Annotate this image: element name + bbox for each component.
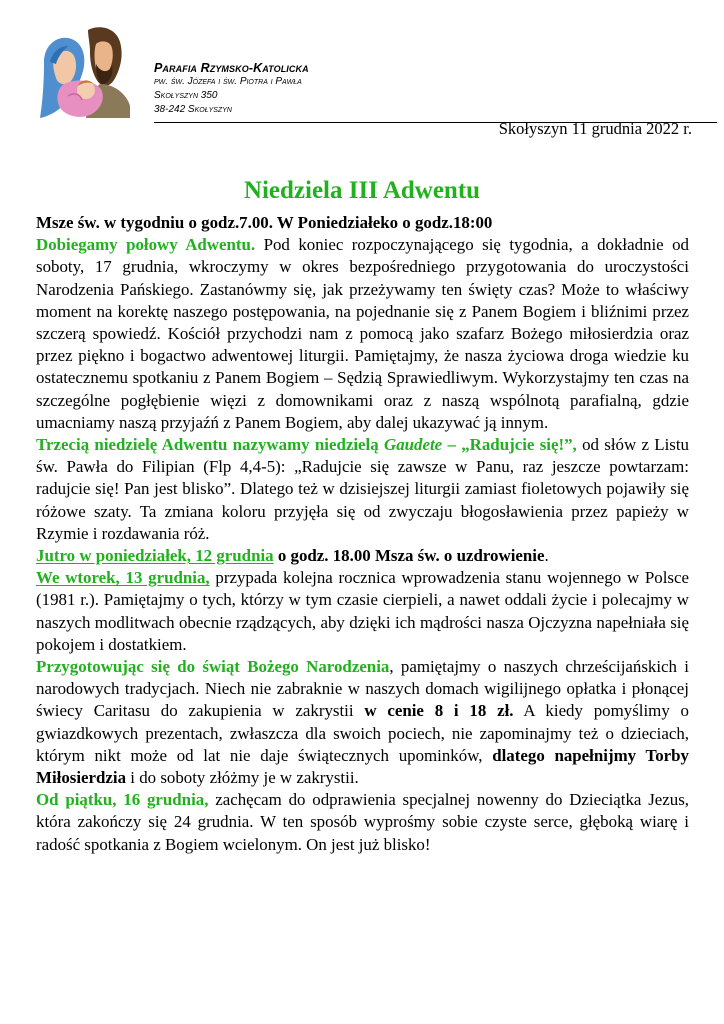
parish-street: Skołyszyn 350: [154, 90, 218, 101]
paragraph-lead: Trzecią niedzielę Adwentu nazywamy niedzielą: [36, 435, 384, 455]
paragraph-lead-end: – „Radujcie się!”,: [442, 435, 577, 455]
paragraph-novena: [36, 789, 689, 856]
paragraph-bold-text: o godz. 18.00 Msza św. o uzdrowienie: [273, 546, 545, 566]
gaudete-word: Gaudete: [384, 435, 443, 455]
parish-postcode: 38-242 Skołyszyn: [154, 104, 232, 115]
paragraph-text: , pamiętajmy o naszych chrześcijańskich i narodowych tradycjach. Niech nie zabraknie w naszych domach wigilijnego opłatka i płonącej świecy Caritasu do zakupienia w zakrystii: [36, 657, 689, 721]
paragraph-text-3: i do soboty złóżmy je w zakrystii.: [126, 768, 359, 788]
paragraph-lead: Od piątku, 16 grudnia,: [36, 790, 209, 810]
paragraph-text: Pod koniec rozpoczynającego się tygodnia, a dokładnie od soboty, 17 grudnia, wkroczymy w okres bezpośredniego przygotowania do uroczystości Narodzenia Pańskiego. Zastanówmy się, jak przeżywamy ten święty czas? Może to właściwy moment na korektę naszego postępowania, na pojednanie się z Panem Bogiem i bliźnimi przez szczerą spowiedź. Kościół przychodzi nam z pomocą jako szafarz Bożego miłosierdzia oraz przez piękno i bogactwo adwentowej liturgii. Pamiętajmy, że nasza życiowa droga wiedzie ku ostatecznemu spotkaniu z Panem Bogiem – Sędzią Sprawiedliwym. Wykorzystajmy ten czas na szczególne pogłębienie więzi z domownikami oraz z naszą wspólnotą parafialną, gdzie umacniamy naszą przyjaźń z Panem Bogiem, aby dalej ukazywać ją innym.: [36, 235, 690, 432]
mass-times: Msze św. w tygodniu o godz.7.00. W Poniedziałeko o godz.18:00: [36, 213, 493, 232]
paragraph-text: od słów z Listu św. Pawła do Filipian (Flp 4,4-5): „Radujcie się zawsze w Panu, raz jeszcze powtarzam: radujcie się! Pan jest blisko”. Dlatego też w dzisiejszej liturgii zamiast fioletowych pojawiły się różowe szaty. Ta zmiana koloru przyjęła się od zwyczaju błogosławienia przez papieży w Rzymie i rozdawania róż.: [36, 435, 689, 543]
holy-family-logo-icon: [30, 22, 140, 120]
announcements: [36, 212, 689, 856]
paragraph-text: przypada kolejna rocznica wprowadzenia stanu wojennego w Polsce (1981 r.). Pamiętajmy o tych, którzy w tym czasie cierpieli, a nawet oddali życie i polecajmy w naszych modlitwach obecnie rządzących, aby dzięki ich mądrości nasza Ojczyzna napełniała się pokojem i dostatkiem.: [36, 568, 689, 654]
paragraph-lead: Dobiegamy połowy Adwentu.: [36, 235, 256, 255]
price-text: w cenie 8 i 18 zł.: [364, 701, 514, 721]
paragraph-advent-half: [36, 234, 689, 434]
paragraph-text: zachęcam do odprawienia specjalnej nowenny do Dzieciątka Jezus, która zakończy się 24 grudnia. W ten sposób wyprośmy sobie czyste serce, głęboką wiarę i radość spotkania z Bogiem wcielonym. On jest już blisko!: [36, 790, 689, 854]
paragraph-gaudete: [36, 434, 689, 545]
page-title: Niedziela III Adwentu: [243, 177, 481, 204]
paragraph-lead: We wtorek, 13 grudnia,: [36, 568, 210, 588]
letterhead: [30, 22, 694, 130]
parish-address: [154, 61, 309, 117]
paragraph-lead: Przygotowując się do świąt Bożego Narodzenia: [36, 657, 390, 677]
paragraph-text: .: [544, 546, 549, 566]
paragraph-monday-mass: [36, 545, 689, 567]
letter-date: Skołyszyn 11 grudnia 2022 r.: [498, 119, 692, 138]
charity-bags-text: dlatego napełnijmy Torby Miłosierdzia: [36, 745, 689, 788]
paragraph-martial-law: [36, 567, 689, 656]
parish-name: Parafia Rzymsko-Katolicka: [154, 61, 309, 75]
paragraph-christmas-prep: [36, 656, 689, 789]
parish-patrons: pw. św. Józefa i św. Piotra i Pawła: [154, 76, 302, 87]
paragraph-text-2: A kiedy pomyślimy o gwiazdkowych prezentach, zwłaszcza dla swoich pociech, nie zapominajmy też o dzieciach, którym nikt może od lat nie daje świątecznych upominków,: [36, 701, 689, 765]
paragraph-lead: Jutro w poniedziałek, 12 grudnia: [36, 546, 274, 566]
